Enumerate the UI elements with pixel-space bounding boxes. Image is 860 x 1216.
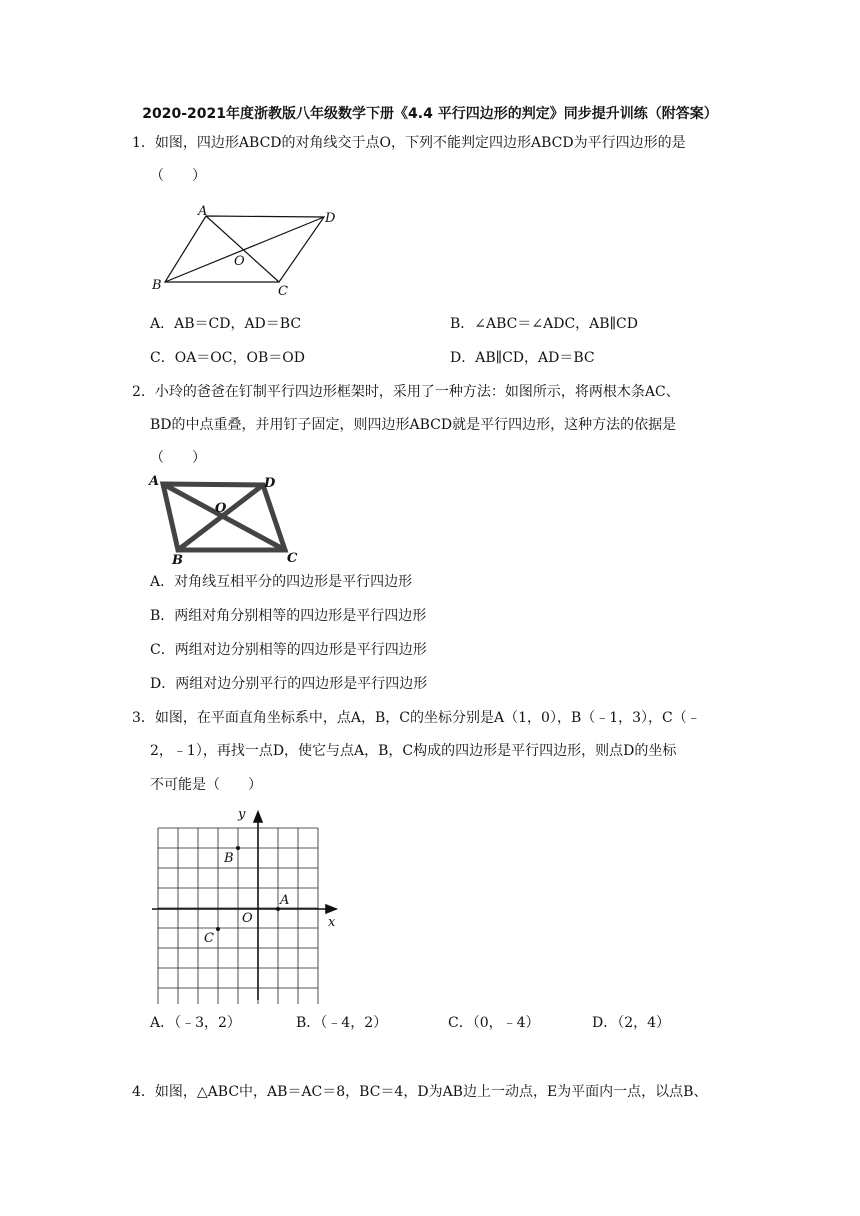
q1-option-a[interactable]: A．AB＝CD，AD＝BC	[150, 316, 302, 332]
q2-label-o: O	[215, 501, 227, 516]
q2-label-c: C	[287, 551, 298, 566]
q2-option-b[interactable]: B．两组对角分别相等的四边形是平行四边形	[150, 608, 427, 624]
q1-stem: 1．如图，四边形ABCD的对角线交于点O，下列不能判定四边形ABCD为平行四边形的是	[132, 135, 686, 151]
q2-stem-line2: BD的中点重叠，并用钉子固定，则四边形ABCD就是平行四边形，这种方法的依据是	[150, 417, 677, 433]
q1-diagonal-ac	[206, 216, 279, 282]
q1-label-a: A	[198, 204, 208, 219]
q3-label-y: y	[238, 807, 246, 822]
q2-option-d[interactable]: D．两组对边分别平行的四边形是平行四边形	[150, 676, 428, 692]
q3-stem-line2: 2，﹣1），再找一点D，使它与点A，B，C构成的四边形是平行四边形，则点D的坐标	[150, 743, 677, 759]
q2-label-a: A	[149, 474, 160, 489]
q1-figure	[150, 203, 340, 298]
q2-stem-line1: 2．小玲的爸爸在钉制平行四边形框架时，采用了一种方法：如图所示，将两根木条AC、	[132, 384, 680, 400]
q3-option-c[interactable]: C．（0，﹣4）	[448, 1015, 540, 1031]
page-title: 2020-2021年度浙教版八年级数学下册《4.4 平行四边形的判定》同步提升训练（附答案）	[142, 106, 718, 122]
q2-figure	[146, 470, 306, 566]
q2-answer-blank: （ ）	[150, 450, 206, 466]
q3-label-a: A	[280, 893, 290, 908]
q1-label-b: B	[152, 278, 162, 293]
q3-option-a[interactable]: A．（﹣3，2）	[150, 1015, 241, 1031]
q3-label-x: x	[328, 915, 336, 930]
q3-option-b[interactable]: B．（﹣4，2）	[296, 1015, 388, 1031]
q1-diagonal-bd	[165, 217, 324, 282]
q2-label-b: B	[172, 553, 183, 566]
q3-point-b	[236, 846, 240, 850]
q1-answer-blank: （ ）	[150, 168, 206, 184]
q3-label-c: C	[204, 931, 214, 946]
q2-option-a[interactable]: A．对角线互相平分的四边形是平行四边形	[150, 574, 413, 590]
q2-option-c[interactable]: C．两组对边分别相等的四边形是平行四边形	[150, 642, 427, 658]
q1-option-b[interactable]: B．∠ABC＝∠ADC，AB∥CD	[450, 316, 638, 332]
q3-option-d[interactable]: D．（2，4）	[592, 1015, 671, 1031]
q3-point-c	[216, 927, 220, 931]
q1-option-d[interactable]: D．AB∥CD，AD＝BC	[450, 350, 595, 366]
q3-y-arrow	[254, 812, 262, 822]
q3-label-o: O	[242, 911, 253, 926]
q3-coordinate-grid	[150, 804, 350, 1004]
q3-stem-line1: 3．如图，在平面直角坐标系中，点A，B，C的坐标分别是A（1，0），B（﹣1，3），C（﹣	[132, 710, 701, 726]
q2-label-d: D	[264, 476, 276, 491]
q1-label-o: O	[234, 254, 245, 269]
q2-stick-bd	[178, 485, 263, 550]
q1-label-c: C	[278, 284, 288, 298]
q3-stem-line3: 不可能是（ ）	[150, 777, 262, 793]
q1-label-d: D	[325, 211, 336, 226]
q3-x-arrow	[326, 905, 336, 913]
q4-stem: 4．如图，△ABC中，AB＝AC＝8，BC＝4，D为AB边上一动点，E为平面内一点，以点B、	[132, 1084, 708, 1100]
q1-option-c[interactable]: C．OA＝OC，OB＝OD	[150, 350, 305, 366]
q3-label-b: B	[224, 851, 234, 866]
